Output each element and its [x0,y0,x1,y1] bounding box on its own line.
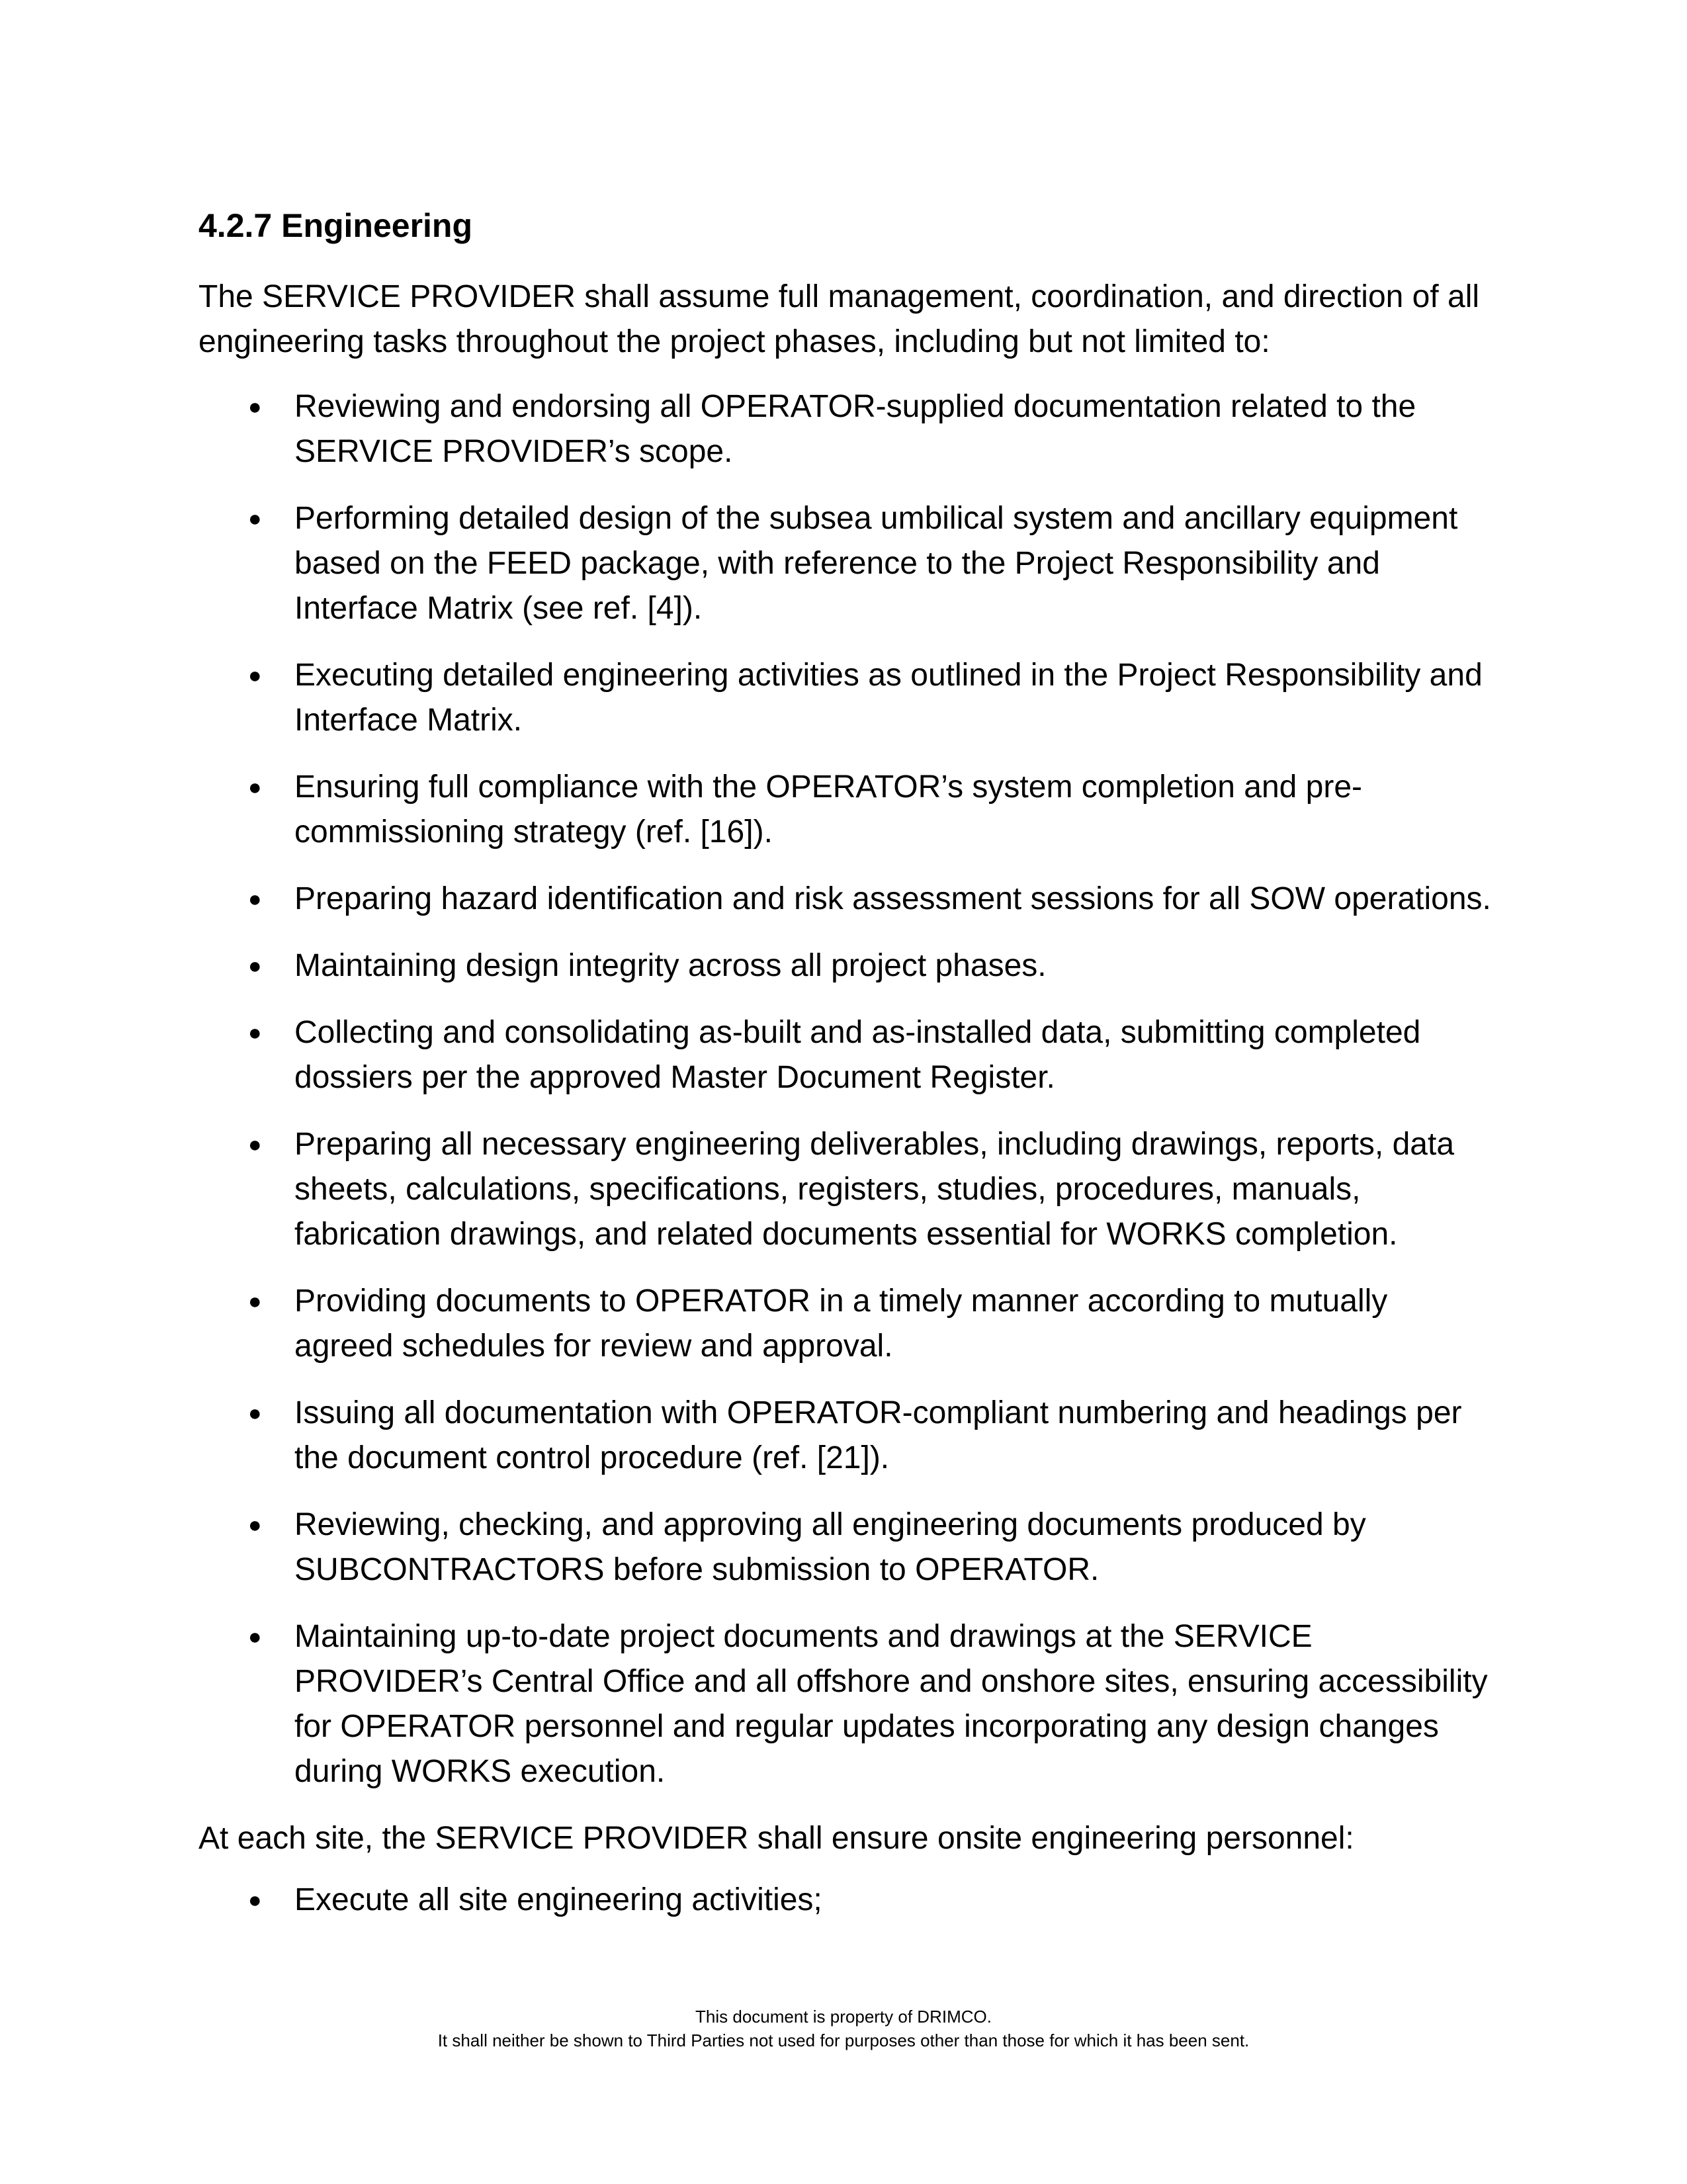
bullet-text: Reviewing, checking, and approving all engineering documents produced by SUBCONTRACTORS before submission to OPERATOR. [294,1507,1366,1587]
bullet-text: Executing detailed engineering activities as outlined in the Project Responsibility and Interface Matrix. [294,658,1483,738]
bullet-dot-icon: ● [248,1020,262,1045]
bullet-dot-icon: ● [248,394,262,419]
section-heading: 4.2.7 Engineering [198,207,473,244]
list-item [198,384,1495,474]
bullet-text: Issuing all documentation with OPERATOR-compliant numbering and headings per the document control procedure (ref. [21]). [294,1395,1462,1475]
list-item [198,765,1495,855]
list-item [198,1391,1495,1481]
list-item [198,1614,1495,1794]
footer-property-line: This document is property of DRIMCO. [695,2007,992,2027]
list-item [198,1503,1495,1593]
list-item [198,496,1495,631]
site-personnel-bullet-list [198,1878,1495,1923]
list-item [198,1878,1495,1923]
footer-confidentiality-line: It shall neither be shown to Third Parties not used for purposes other than those for which it has been sent. [437,2031,1250,2050]
list-item [198,1010,1495,1100]
bullet-dot-icon: ● [248,775,262,800]
bullet-text: Maintaining design integrity across all project phases. [294,948,1047,983]
bullet-dot-icon: ● [248,887,262,912]
engineering-bullet-list [198,384,1495,1794]
list-item [198,653,1495,743]
bullet-dot-icon: ● [248,1289,262,1314]
bullet-dot-icon: ● [248,663,262,688]
bullet-text: Maintaining up-to-date project documents and drawings at the SERVICE PROVIDER’s Central Office and all offshore and onshore sites, ensuring accessibility for OPERATOR personnel and regular updates incorporating any design changes during WORKS execution. [294,1619,1488,1789]
bullet-text: Preparing hazard identification and risk assessment sessions for all SOW operations. [294,881,1491,916]
list-item [198,1122,1495,1257]
bullet-text: Ensuring full compliance with the OPERATOR’s system completion and pre-commissioning strategy (ref. [16]). [294,769,1363,850]
list-item [198,1279,1495,1369]
bullet-text: Providing documents to OPERATOR in a timely manner according to mutually agreed schedules for review and approval. [294,1284,1388,1364]
closing-paragraph: At each site, the SERVICE PROVIDER shall ensure onsite engineering personnel: [198,1821,1354,1856]
bullet-text: Performing detailed design of the subsea umbilical system and ancillary equipment based on the FEED package, with reference to the Project Responsibility and Interface Matrix (see ref. [4]). [294,501,1458,626]
bullet-dot-icon: ● [248,953,262,979]
bullet-dot-icon: ● [248,1624,262,1649]
page-footer [0,2005,1687,2052]
bullet-dot-icon: ● [248,1132,262,1157]
bullet-text: Execute all site engineering activities; [294,1882,822,1917]
document-body [198,202,1495,1923]
bullet-text: Reviewing and endorsing all OPERATOR-supplied documentation related to the SERVICE PROVIDER’s scope. [294,389,1416,469]
bullet-text: Collecting and consolidating as-built and as-installed data, submitting completed dossiers per the approved Master Document Register. [294,1015,1421,1095]
bullet-text: Preparing all necessary engineering deliverables, including drawings, reports, data sheets, calculations, specifications, registers, studies, procedures, manuals, fabrication drawings, and related documents essential for WORKS completion. [294,1127,1455,1252]
bullet-dot-icon: ● [248,1401,262,1426]
bullet-dot-icon: ● [248,1888,262,1913]
bullet-dot-icon: ● [248,1512,262,1538]
list-item [198,943,1495,988]
intro-paragraph: The SERVICE PROVIDER shall assume full management, coordination, and direction of all engineering tasks throughout the project phases, including but not limited to: [198,279,1480,359]
list-item [198,877,1495,922]
bullet-dot-icon: ● [248,506,262,531]
